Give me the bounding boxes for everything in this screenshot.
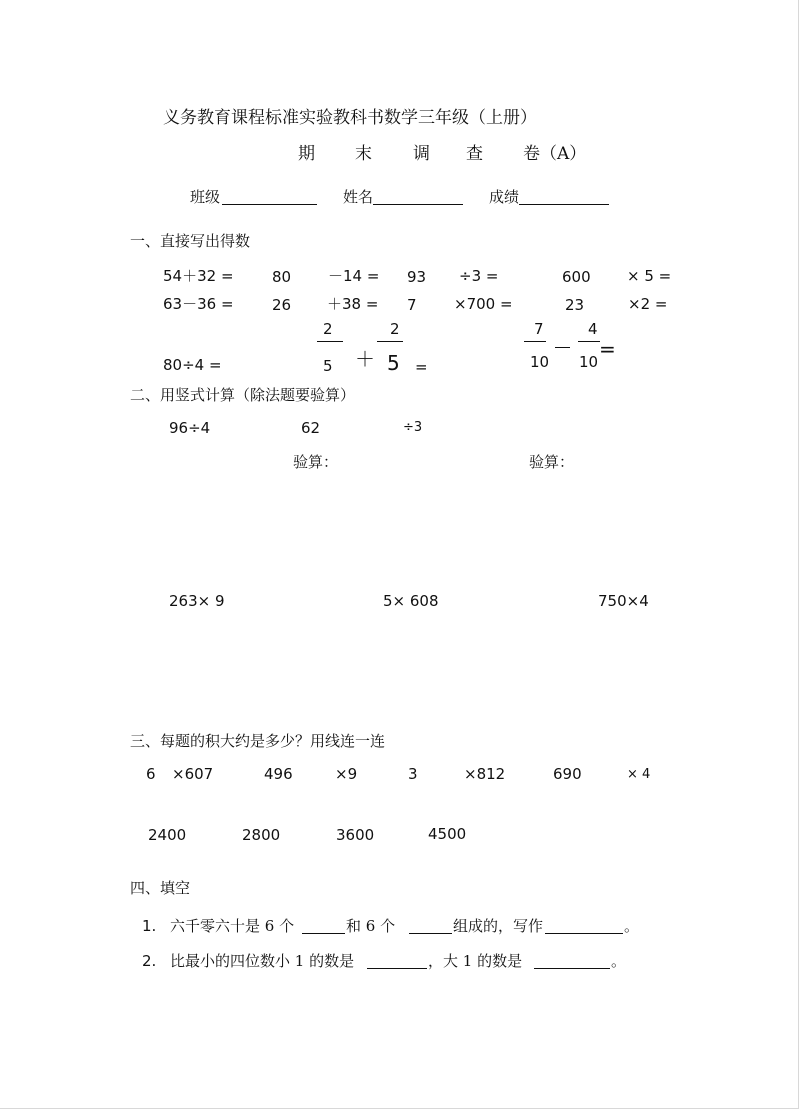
section-2-heading: 二、用竖式计算（除法题要验算） xyxy=(130,386,356,404)
estimate-expr: ×607 xyxy=(172,765,214,783)
estimate-answer[interactable]: 2400 xyxy=(148,826,187,844)
calc-expr: 96÷4 xyxy=(169,419,211,437)
section-3-heading: 三、每题的积大约是多少？用线连一连 xyxy=(130,732,386,750)
fraction-denominator: 5 xyxy=(323,357,333,375)
estimate-answer[interactable]: 3600 xyxy=(336,826,375,844)
calc-expr: －14 = xyxy=(328,267,380,285)
calc-expr: 600 xyxy=(562,268,591,286)
calc-expr: 23 xyxy=(565,296,585,314)
calc-expr: ×2 = xyxy=(628,295,668,313)
estimate-expr: 496 xyxy=(264,765,293,783)
fraction-bar xyxy=(578,341,600,342)
check-label: 验算： xyxy=(293,453,339,471)
fraction-numerator: 2 xyxy=(323,320,333,338)
fraction-denominator: 10 xyxy=(579,353,599,371)
calc-expr: 263× 9 xyxy=(169,592,225,610)
subtitle-char: 末 xyxy=(355,144,372,164)
subtitle-char: 卷（A） xyxy=(523,144,587,164)
estimate-expr: 690 xyxy=(553,765,582,783)
question-text: 和 6 个 xyxy=(346,917,396,935)
fraction-numerator: 2 xyxy=(390,320,400,338)
fraction-bar xyxy=(524,341,546,342)
name-field[interactable] xyxy=(373,204,463,205)
calc-expr: ÷3 = xyxy=(459,267,499,285)
question-text: ，大 1 的数是 xyxy=(428,952,523,970)
calc-expr: 93 xyxy=(407,268,427,286)
question-text: 。 xyxy=(611,952,627,970)
score-field[interactable] xyxy=(519,204,609,205)
estimate-expr: 6 xyxy=(146,765,156,783)
class-label: 班级 xyxy=(190,188,221,206)
calc-expr: ＋38 = xyxy=(327,295,379,313)
estimate-expr: ×812 xyxy=(464,765,506,783)
equals-sign: = xyxy=(599,337,616,361)
estimate-expr: 3 xyxy=(408,765,418,783)
calc-expr: 62 xyxy=(301,419,321,437)
plus-sign: ＋ xyxy=(355,347,375,371)
score-label: 成绩 xyxy=(489,188,520,206)
calc-expr: 80 xyxy=(272,268,292,286)
answer-blank[interactable] xyxy=(302,933,345,934)
answer-blank[interactable] xyxy=(534,968,610,969)
section-1-heading: 一、直接写出得数 xyxy=(130,232,251,250)
question-text: 组成的，写作 xyxy=(453,917,544,935)
calc-expr: 54＋32 = xyxy=(163,267,234,285)
fraction-denominator: 5 xyxy=(387,351,400,375)
answer-blank[interactable] xyxy=(367,968,427,969)
question-number: 1. xyxy=(142,917,157,935)
estimate-answer[interactable]: 4500 xyxy=(428,825,467,843)
calc-expr: ×700 = xyxy=(454,295,513,313)
equals-sign: = xyxy=(415,358,428,376)
subtitle-char: 期 xyxy=(298,144,315,164)
check-label: 验算： xyxy=(529,453,575,471)
answer-blank[interactable] xyxy=(545,933,623,934)
calc-expr: 5× 608 xyxy=(383,592,439,610)
calc-expr: × 5 = xyxy=(627,267,672,285)
question-number: 2. xyxy=(142,952,157,970)
calc-expr: 80÷4 = xyxy=(163,356,222,374)
calc-expr: 63－36 = xyxy=(163,295,234,313)
fraction-numerator: 7 xyxy=(534,320,544,338)
question-text: 。 xyxy=(624,917,640,935)
minus-sign xyxy=(555,347,570,348)
estimate-expr: ×9 xyxy=(335,765,358,783)
fraction-denominator: 10 xyxy=(530,353,550,371)
fraction-bar xyxy=(377,341,403,342)
calc-expr: 750×4 xyxy=(598,592,649,610)
answer-blank[interactable] xyxy=(409,933,452,934)
subtitle-char: 调 xyxy=(413,144,430,164)
page-title: 义务教育课程标准实验教科书数学三年级（上册） xyxy=(163,108,537,128)
fraction-bar xyxy=(317,341,343,342)
estimate-expr: × 4 xyxy=(627,767,651,782)
calc-expr: ÷3 xyxy=(403,420,423,435)
section-4-heading: 四、填空 xyxy=(130,879,191,897)
subtitle-char: 查 xyxy=(466,144,483,164)
fraction-numerator: 4 xyxy=(588,320,598,338)
estimate-answer[interactable]: 2800 xyxy=(242,826,281,844)
calc-expr: 7 xyxy=(407,296,417,314)
question-text: 比最小的四位数小 1 的数是 xyxy=(170,952,355,970)
question-text: 六千零六十是 6 个 xyxy=(170,917,295,935)
name-label: 姓名 xyxy=(343,188,374,206)
calc-expr: 26 xyxy=(272,296,292,314)
class-field[interactable] xyxy=(222,204,317,205)
